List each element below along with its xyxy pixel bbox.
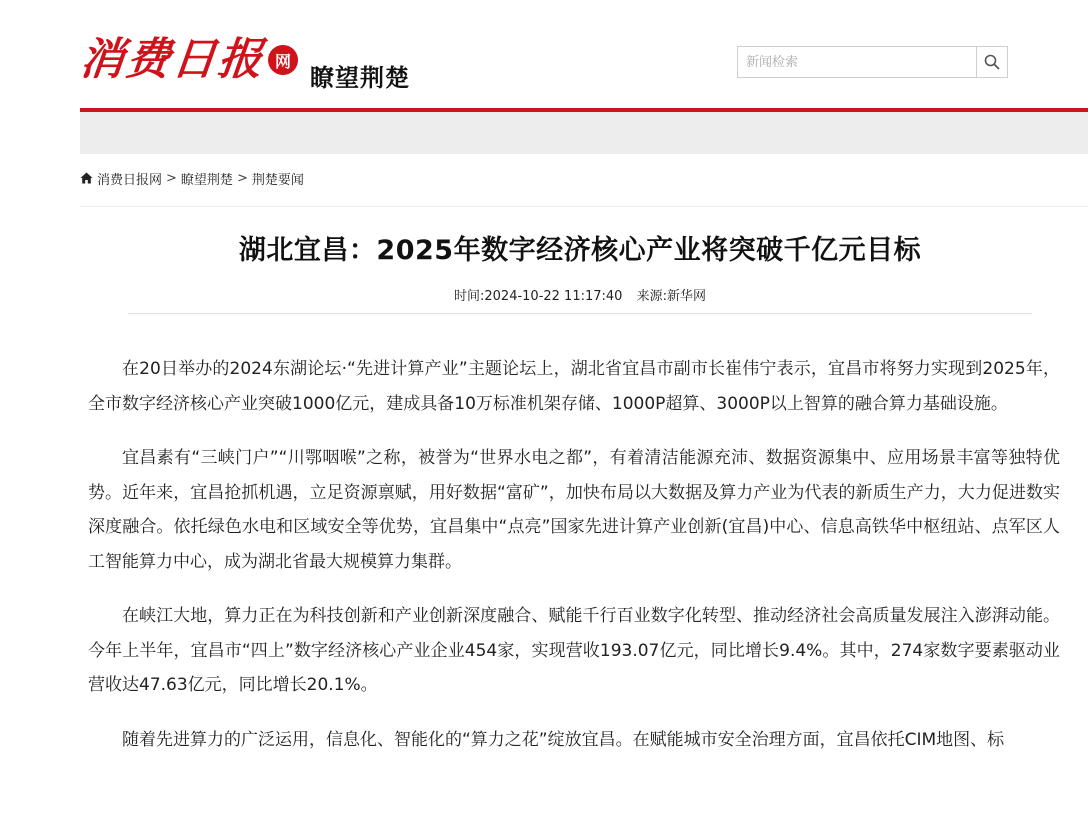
breadcrumb-separator: > (166, 170, 177, 186)
home-icon (80, 172, 93, 184)
logo-badge: 网 (268, 45, 298, 75)
article-paragraph: 宜昌素有“三峡门户”“川鄂咽喉”之称，被誉为“世界水电之都”，有着清洁能源充沛、数据资源集中、应用场景丰富等独特优势。近年来，宜昌抢抓机遇，立足资源禀赋，用好数据“富矿”，加快布局以大数据及算力产业为代表的新质生产力，大力促进数实深度融合。依托绿色水电和区域安全等优势，宜昌集中“点亮”国家先进计算产业创新(宜昌)中心、信息高铁华中枢纽站、点军区人工智能算力中心，成为湖北省最大规模算力集群。 (88, 448, 1060, 572)
article-paragraph: 随着先进算力的广泛运用，信息化、智能化的“算力之花”绽放宜昌。在赋能城市安全治理方面，宜昌依托CIM地图、标 (122, 729, 1005, 750)
article-body (88, 352, 1060, 777)
article-title: 湖北宜昌：2025年数字经济核心产业将突破千亿元目标 (238, 235, 922, 266)
breadcrumb-divider (80, 206, 1088, 207)
breadcrumb-separator: > (236, 170, 248, 186)
article-paragraph: 在峡江大地，算力正在为科技创新和产业创新深度融合、赋能千行百业数字化转型、推动经济社会高质量发展注入澎湃动能。今年上半年，宜昌市“四上”数字经济核心产业企业454家，实现营收193.07亿元，同比增长9.4%。其中，274家数字要素驱动业营收达47.63亿元，同比增长20.1%。 (88, 606, 1060, 695)
breadcrumb-section[interactable]: 荆楚要闻 (251, 172, 304, 188)
meta-divider (128, 313, 1032, 314)
search-button[interactable] (977, 46, 1008, 78)
article-source: 来源:新华网 (636, 289, 706, 304)
search-icon (984, 54, 1000, 70)
breadcrumb-home[interactable]: 消费日报网 (97, 172, 163, 188)
article-meta (80, 285, 1080, 304)
nav-bar (80, 112, 1088, 154)
channel-name[interactable]: 瞭望荆楚 (310, 64, 410, 92)
article-paragraph: 在20日举办的2024东湖论坛·“先进计算产业”主题论坛上，湖北省宜昌市副市长崔伟宁表示，宜昌市将努力实现到2025年，全市数字经济核心产业突破1000亿元，建成具备10万标准机架存储、1000P超算、3000P以上智算的融合算力基础设施。 (88, 359, 1060, 414)
breadcrumb-channel[interactable]: 瞭望荆楚 (180, 172, 233, 188)
publish-time: 时间:2024-10-22 11:17:40 (454, 289, 623, 304)
breadcrumb (80, 168, 304, 188)
site-logo[interactable] (77, 28, 298, 92)
logo-text: 消费日报 (77, 34, 267, 85)
search-input[interactable] (737, 46, 977, 78)
